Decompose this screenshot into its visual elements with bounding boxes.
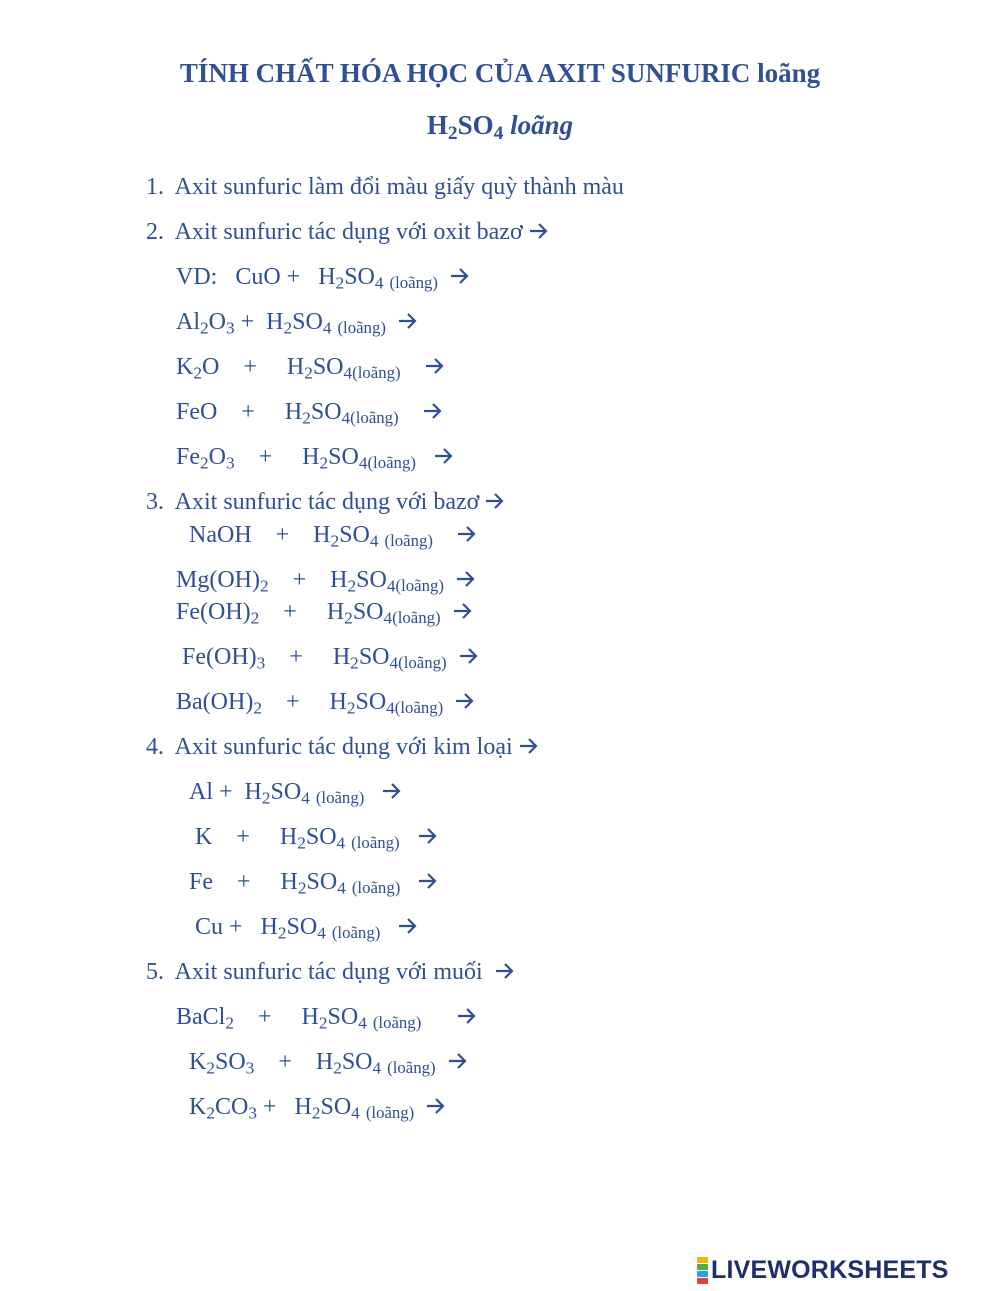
- arrow-icon: [426, 1097, 446, 1115]
- arrow-icon: [529, 222, 549, 240]
- page-title: TÍNH CHẤT HÓA HỌC CỦA AXIT SUNFURIC loãng: [179, 58, 821, 88]
- arrow-icon: [450, 267, 470, 285]
- arrow-icon: [382, 782, 402, 800]
- reaction-al: $Al + H_2SO_4$ $_{(loãng)}$: [189, 777, 402, 807]
- arrow-icon: [418, 827, 438, 845]
- logo-text: LIVEWORKSHEETS: [711, 1255, 949, 1284]
- reaction-k2so3: $K_2SO_3$ + $H_2SO_4$ $_{(loãng)}$: [189, 1047, 468, 1077]
- arrow-icon: [456, 570, 476, 588]
- logo-mark-icon: [697, 1257, 708, 1284]
- reaction-k2co3: $K_2CO_3 + H_2SO_4$ $_{(loãng)}$: [189, 1092, 446, 1122]
- arrow-icon: [398, 917, 418, 935]
- arrow-icon: [423, 402, 443, 420]
- arrow-icon: [485, 492, 505, 510]
- section-4-heading: 4. Axit sunfuric tác dụng với kim loại: [146, 732, 539, 762]
- arrow-icon: [453, 602, 473, 620]
- arrow-icon: [455, 692, 475, 710]
- reaction-k: K + $H_2SO_4$ $_{(loãng)}$: [195, 822, 438, 852]
- arrow-icon: [448, 1052, 468, 1070]
- reaction-mgoh2: $Mg(OH)_2$ + $H_2SO_{4(loãng)}$: [176, 565, 476, 595]
- arrow-icon: [425, 357, 445, 375]
- liveworksheets-logo: [697, 1255, 949, 1285]
- arrow-icon: [459, 647, 479, 665]
- reaction-fe2o3: $Fe_2O_3$ + $H_2SO_{4(loãng)}$: [176, 442, 454, 472]
- reaction-feoh2: $Fe(OH)_2$ + $H_2SO_{4(loãng)}$: [176, 597, 473, 627]
- reaction-k2o: $K_2O$ + $H_2SO_{4(loãng)}$: [176, 352, 445, 382]
- page-subtitle-formula: $H_2SO_4$ loãng: [426, 110, 574, 144]
- section-1-heading: 1. Axit sunfuric làm đổi màu giấy quỳ thành màu: [146, 174, 624, 200]
- reaction-cu: $Cu + H_2SO_4$ $_{(loãng)}$: [195, 912, 418, 942]
- arrow-icon: [434, 447, 454, 465]
- arrow-icon: [519, 737, 539, 755]
- arrow-icon: [495, 962, 515, 980]
- reaction-feo: FeO + $H_2SO_{4(loãng)}$: [176, 397, 443, 427]
- reaction-fe: Fe + $H_2SO_4$ $_{(loãng)}$: [189, 867, 438, 897]
- reaction-naoh: NaOH + $H_2SO_4$ $_{(loãng)}$: [189, 520, 477, 550]
- reaction-cuo: VD: CuO + $H_2SO_4$ $_{(loãng)}$: [176, 262, 470, 292]
- reaction-al2o3: $Al_2O_3 + H_2SO_4$ $_{(loãng)}$: [176, 307, 418, 337]
- section-5-heading: 5. Axit sunfuric tác dụng với muối: [146, 957, 515, 987]
- reaction-bacl2: BaCl$_2$ + $H_2SO_4$ $_{(loãng)}$: [176, 1002, 477, 1032]
- arrow-icon: [418, 872, 438, 890]
- section-2-heading: 2. Axit sunfuric tác dụng với oxit bazơ: [146, 217, 549, 247]
- section-3-heading: 3. Axit sunfuric tác dụng với bazơ: [146, 487, 505, 517]
- arrow-icon: [457, 1007, 477, 1025]
- reaction-baoh2: $Ba(OH)_2$ + $H_2SO_{4(loãng)}$: [176, 687, 475, 717]
- reaction-feoh3: $Fe(OH)_3$ + $H_2SO_{4(loãng)}$: [182, 642, 479, 672]
- arrow-icon: [398, 312, 418, 330]
- arrow-icon: [457, 525, 477, 543]
